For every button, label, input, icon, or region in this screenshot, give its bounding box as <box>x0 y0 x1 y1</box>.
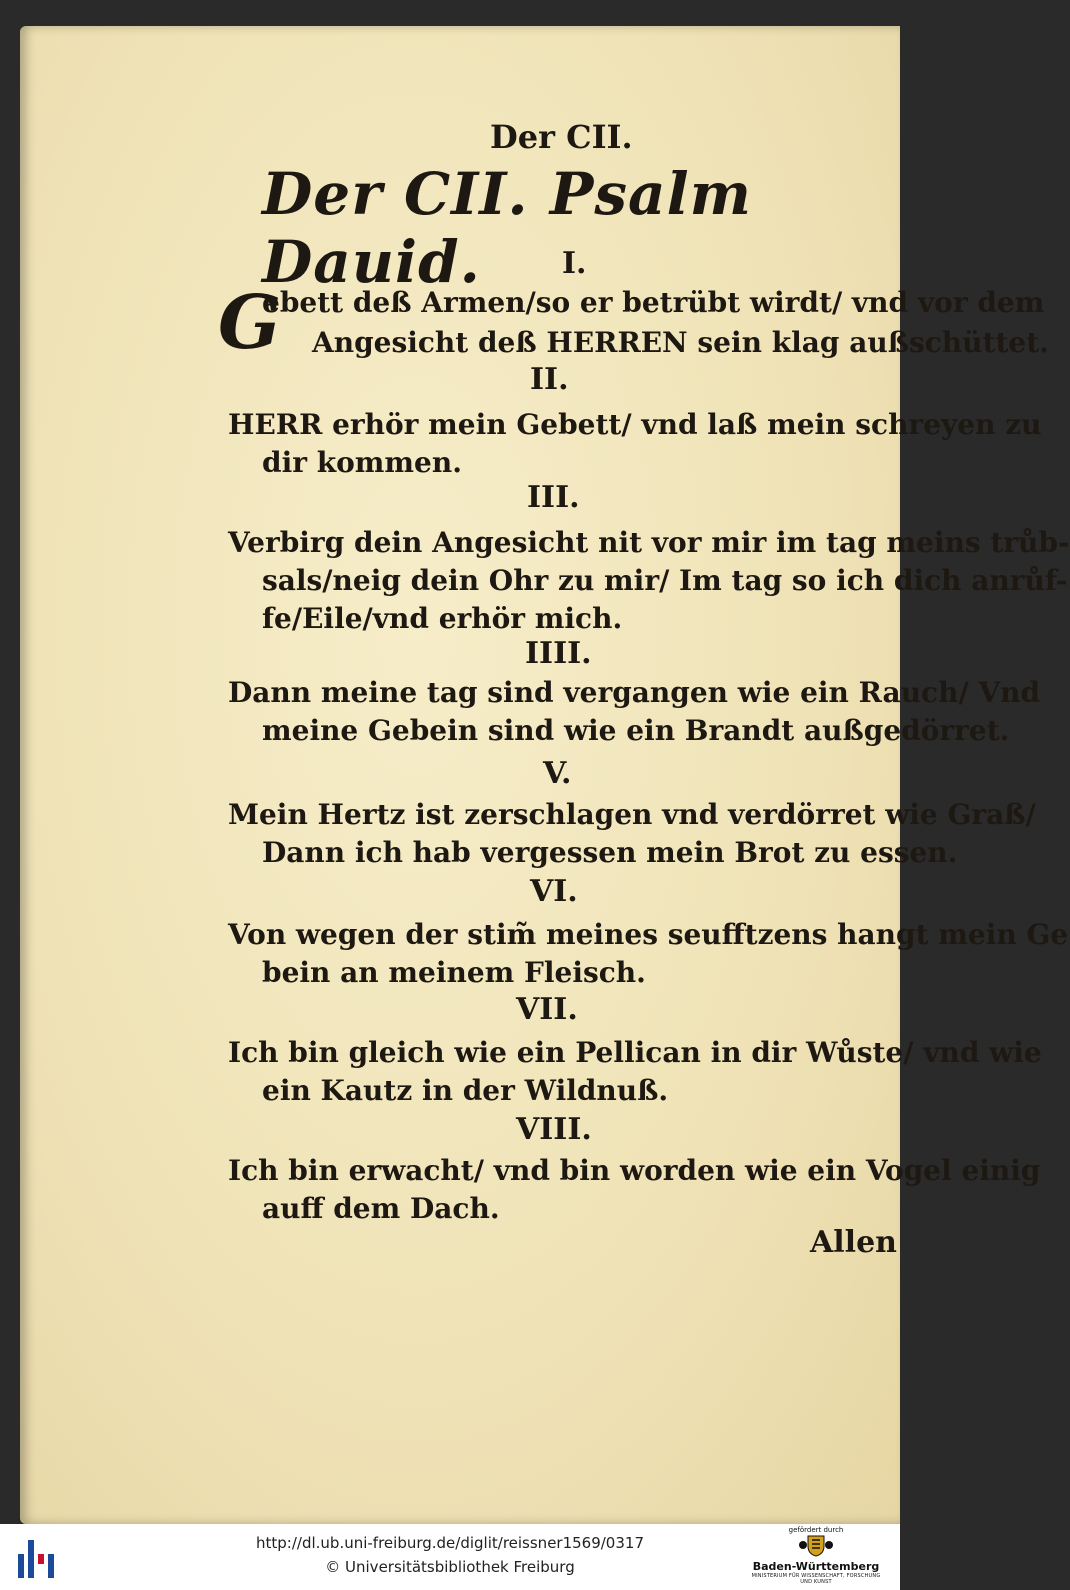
psalm-title: Der CII. Psalm Dauid. <box>262 160 753 296</box>
verse-line: Dann ich hab vergessen mein Brot zu essen. <box>262 836 958 869</box>
verse-line: Ich bin gleich wie ein Pellican in dir Wůste/ vnd wie <box>228 1036 1042 1069</box>
verse-line: auff dem Dach. <box>262 1192 500 1225</box>
verse-line: Dann meine tag sind vergangen wie ein Rauch/ Vnd <box>228 676 1041 709</box>
verse-number: III. <box>527 480 580 515</box>
verse-line: fe/Eile/vnd erhör mich. <box>262 602 623 635</box>
verse-number: V. <box>543 756 572 791</box>
verse-line: ebett deß Armen/so er betrübt wirdt/ vnd vor dem <box>262 286 1045 319</box>
footer-copyright: © Universitätsbibliothek Freiburg <box>325 1558 575 1576</box>
footer-url-link[interactable]: http://dl.ub.uni-freiburg.de/diglit/reissner1569/0317 <box>256 1534 644 1552</box>
verse-line: Angesicht deß HERREN sein klag außschüttet. <box>312 326 1049 359</box>
viewer-footer <box>0 1524 900 1590</box>
verse-number: VI. <box>530 874 578 909</box>
verse-number: I. <box>562 246 587 281</box>
verse-line: dir kommen. <box>262 446 462 479</box>
sponsor-block <box>746 1524 886 1590</box>
running-head: Der CII. <box>490 118 633 156</box>
verse-line: ein Kautz in der Wildnuß. <box>262 1074 669 1107</box>
verse-line: HERR erhör mein Gebett/ vnd laß mein schreyen zu <box>228 408 1042 441</box>
verse-number: VII. <box>516 992 578 1027</box>
verse-line: meine Gebein sind wie ein Brandt außgedörret. <box>262 714 1010 747</box>
verse-number: IIII. <box>525 636 592 671</box>
verse-line: sals/neig dein Ohr zu mir/ Im tag so ich dich anrůf- <box>262 564 1068 597</box>
verse-line: Mein Hertz ist zerschlagen vnd verdörret wie Graß/ <box>228 798 1036 831</box>
coat-of-arms-icon <box>798 1534 834 1556</box>
verse-line: bein an meinem Fleisch. <box>262 956 646 989</box>
verse-line: Verbirg dein Angesicht nit vor mir im tag meins trůb- <box>228 526 1070 559</box>
sponsor-ministry: MINISTERIUM FÜR WISSENSCHAFT, FORSCHUNG UND KUNST <box>751 1573 881 1585</box>
sponsor-name: Baden-Württemberg <box>752 1560 880 1573</box>
verse-line: Ich bin erwacht/ vnd bin worden wie ein Vogel einig <box>228 1154 1041 1187</box>
initial-letter: G <box>218 280 282 366</box>
verse-number: VIII. <box>516 1112 592 1147</box>
catchword: Allen <box>810 1225 897 1260</box>
verse-number: II. <box>530 362 569 397</box>
verse-line: Von wegen der stim̃ meines seufftzens hangt mein Ge <box>228 918 1069 951</box>
sponsor-label: gefördert durch <box>788 1526 844 1534</box>
